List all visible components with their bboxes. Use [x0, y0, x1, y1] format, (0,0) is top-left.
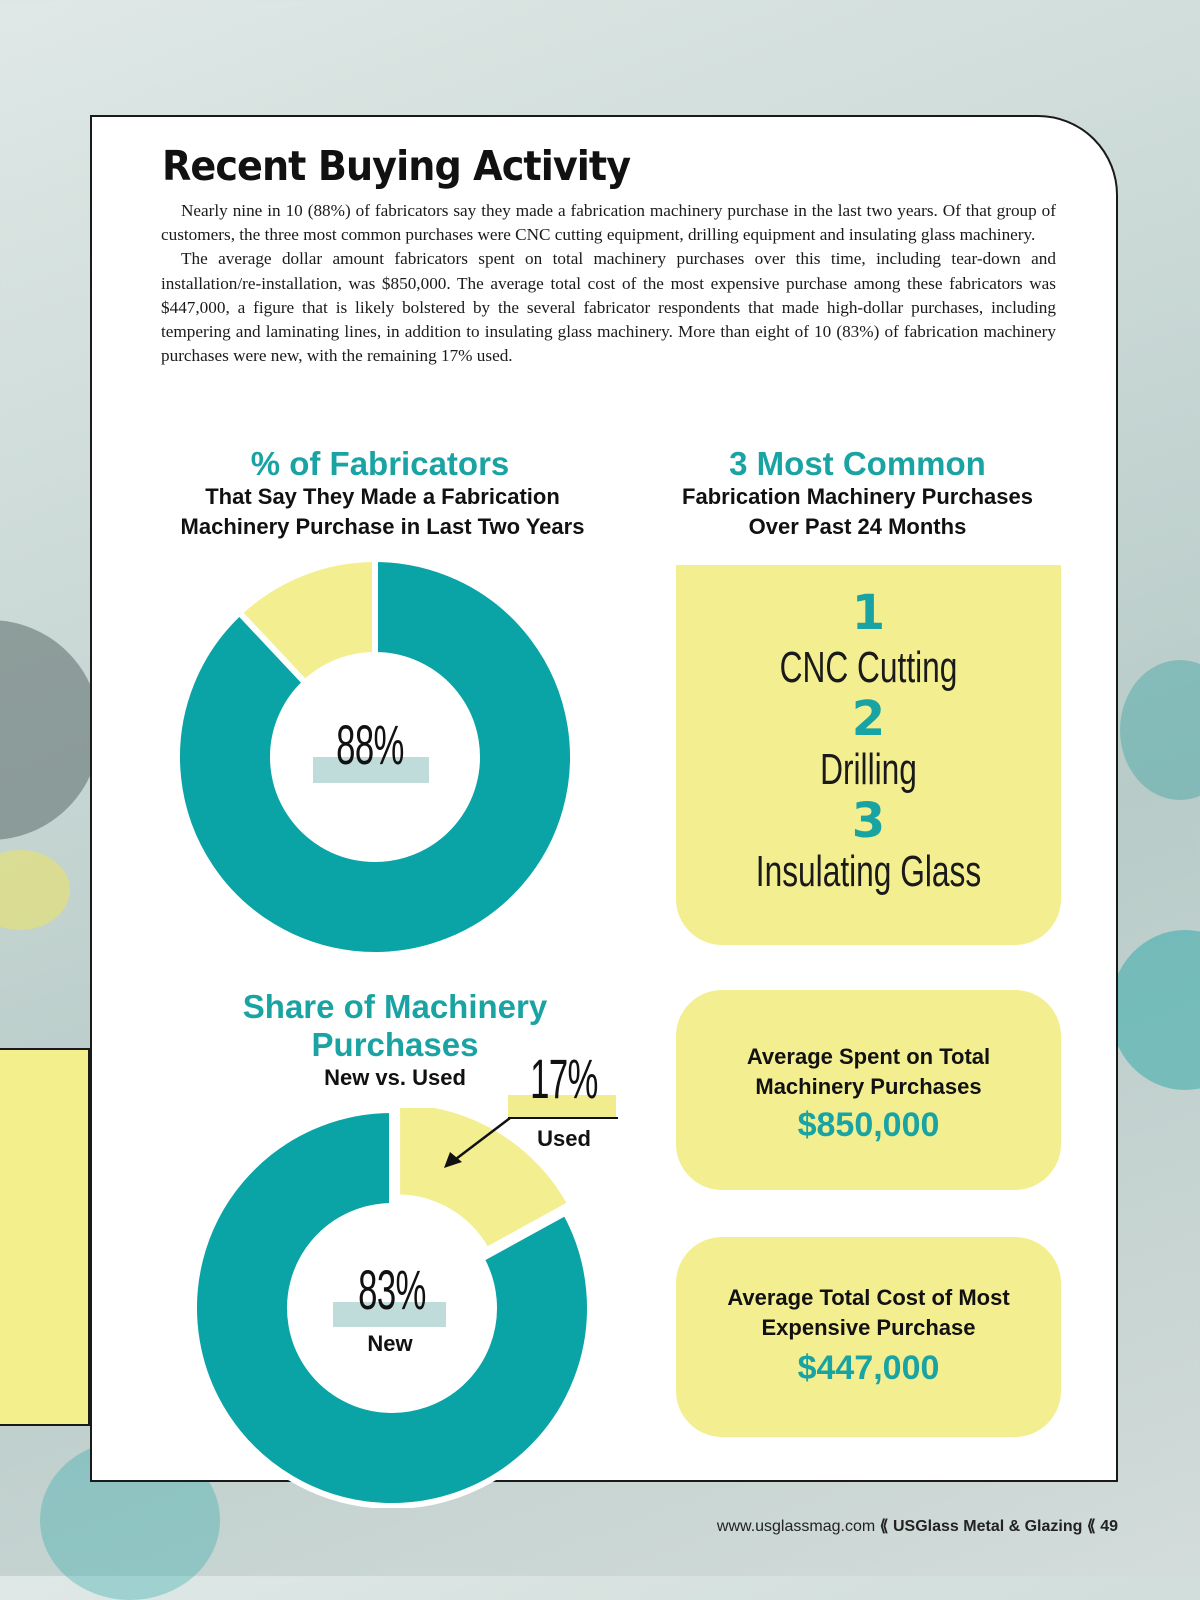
- footer-separator: ⟪: [1086, 1518, 1096, 1535]
- footer-page-number: 49: [1100, 1518, 1118, 1535]
- rank-number: 2: [851, 691, 886, 747]
- new-label: New: [367, 1331, 413, 1356]
- background-blob: [0, 850, 70, 930]
- side-color-tab: [0, 1048, 90, 1426]
- stat-label: Average Spent on Total Machinery Purchases: [746, 1044, 991, 1099]
- footer-url[interactable]: www.usglassmag.com: [716, 1518, 876, 1535]
- top-purchases-box: [676, 565, 1061, 945]
- top-purchases-title: 3 Most Common: [729, 445, 986, 482]
- article-paragraph: Nearly nine in 10 (88%) of fabricators say they made a fabrication machinery purchase in the last two years. Of that group of customers, the three most common purchases were CNC cutting equipment, drilling equipment and insulating glass machinery.: [161, 201, 1056, 245]
- rank-number: 3: [851, 793, 886, 849]
- used-percent-label: 17%: [530, 1047, 598, 1110]
- stat-value: $850,000: [797, 1106, 940, 1144]
- rank-item: Insulating Glass: [755, 847, 982, 896]
- chart1-center-label: 88%: [336, 713, 404, 776]
- background-blob: [1120, 660, 1200, 800]
- footer-separator: ⟪: [879, 1518, 889, 1535]
- article-body: [161, 199, 1056, 368]
- background-blob: [0, 620, 100, 840]
- article-title: Recent Buying Activity: [162, 142, 631, 190]
- stat-value: $447,000: [797, 1349, 940, 1387]
- used-pointer-arrow: [430, 1112, 630, 1192]
- new-percent-label: 83%: [358, 1258, 426, 1321]
- page-footer: [717, 1516, 1118, 1536]
- stat-box: [676, 1237, 1061, 1437]
- rank-item: Drilling: [820, 745, 917, 794]
- footer-magazine: USGlass Metal & Glazing: [893, 1518, 1083, 1535]
- chart1-subtitle: That Say They Made a Fabrication Machinery Purchase in Last Two Years: [180, 484, 585, 539]
- chart1-title: % of Fabricators: [250, 445, 510, 482]
- article-paragraph: The average dollar amount fabricators spent on total machinery purchases over this time, including tear-down and installation/re-installation, was $850,000. The average total cost of the most expensive purchase among these fabricators was $447,000, a figure that is likely bolstered by the several fabricator respondents that made high-dollar purchases, including tempering and laminating lines, in addition to insulating glass machinery. More than eight of 10 (83%) of fabrication machinery purchases were new, with the remaining 17% used.: [161, 249, 1056, 366]
- stat-box: [676, 990, 1061, 1190]
- background-blob: [1110, 930, 1200, 1090]
- stat-label: Average Total Cost of Most Expensive Purchase: [727, 1285, 1010, 1340]
- chart2-title: Share of Machinery Purchases: [242, 988, 548, 1063]
- rank-item: CNC Cutting: [779, 643, 958, 692]
- rank-number: 1: [851, 585, 886, 641]
- chart2-subtitle: New vs. Used: [324, 1065, 466, 1090]
- used-label: Used: [537, 1126, 591, 1151]
- top-purchases-subtitle: Fabrication Machinery Purchases Over Past 24 Months: [682, 484, 1033, 539]
